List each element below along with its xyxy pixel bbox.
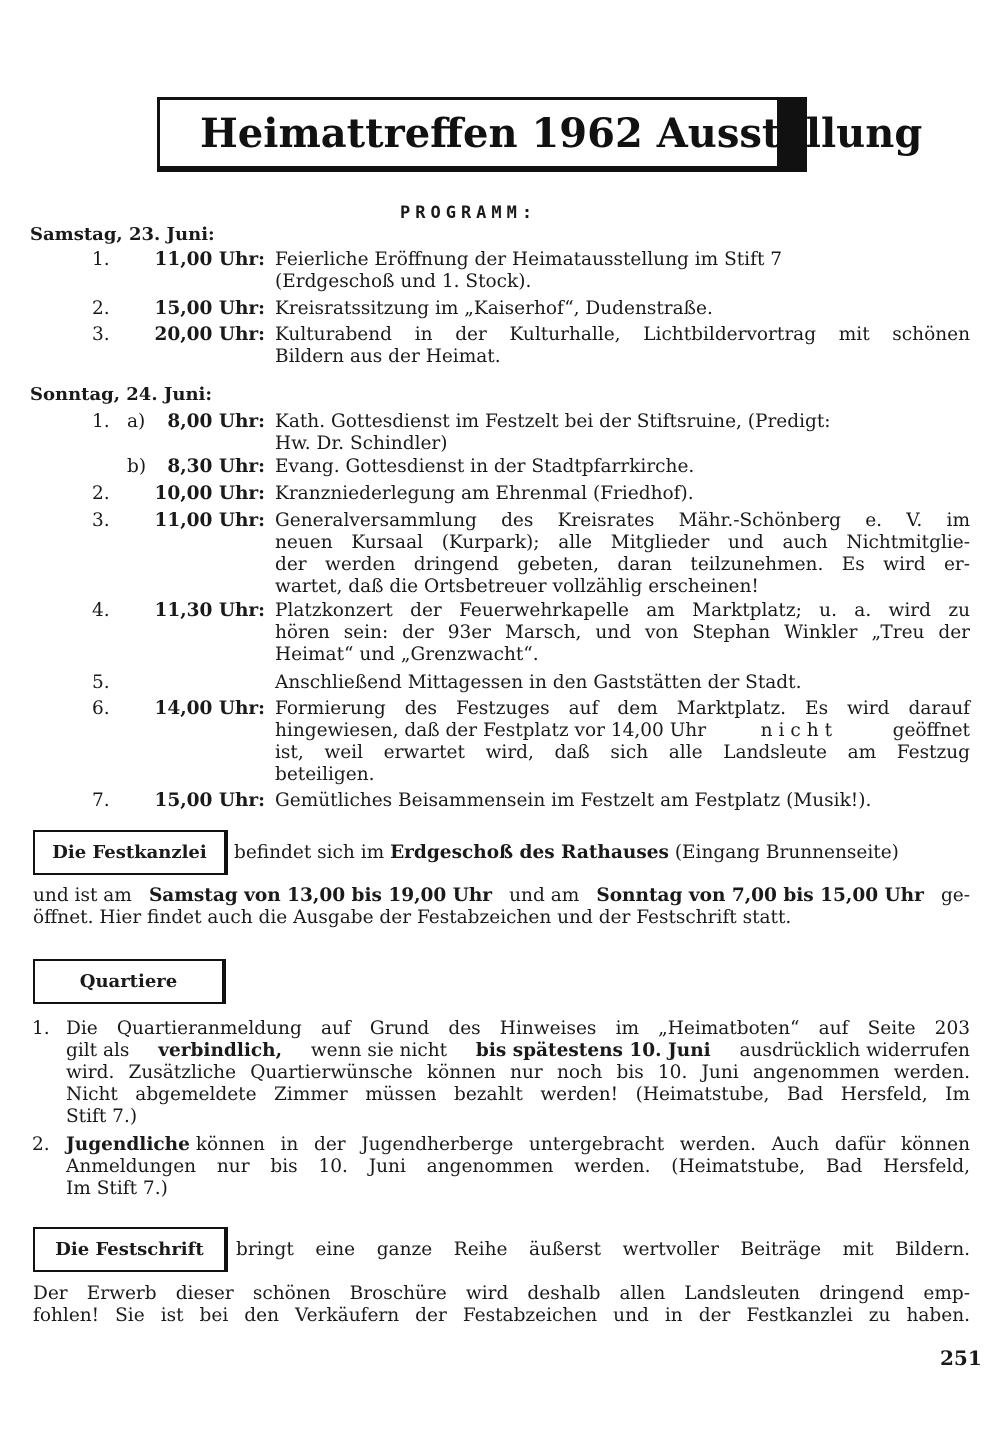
description-line: (Erdgeschoß und 1. Stock). — [275, 271, 532, 292]
item-time: 20,00 Uhr: — [154, 324, 265, 345]
item-description — [275, 600, 970, 666]
description-line: ist, weil erwartet wird, daß sich alle Landsleute am Festzug — [275, 742, 970, 763]
item-description: Kranzniederlegung am Ehrenmal (Friedhof). — [275, 483, 694, 504]
item-description — [275, 324, 970, 368]
title-box — [157, 97, 923, 172]
text: und am — [509, 885, 580, 906]
item-number: 3. — [92, 510, 110, 531]
item-description — [275, 698, 970, 786]
item-time: 15,00 Uhr: — [154, 298, 265, 319]
description-line: Formierung des Festzuges auf dem Marktplatz. Es wird darauf — [275, 698, 970, 719]
page-number: 251 — [940, 1346, 982, 1370]
paragraph-line — [66, 1040, 970, 1062]
description-line: Kulturabend in der Kulturhalle, Lichtbildervortrag mit schönen — [275, 324, 970, 345]
item-time: 8,30 Uhr: — [167, 456, 265, 477]
item-description — [275, 510, 970, 598]
item-number: 4. — [92, 600, 110, 621]
description-text: geöffnet — [892, 720, 970, 741]
item-number: 1. — [92, 249, 110, 270]
festkanzlei-paragraph — [33, 885, 970, 929]
text: (Eingang Brunnenseite) — [674, 842, 899, 863]
list-number: 1. — [32, 1018, 50, 1039]
bold-text: verbindlich, — [158, 1040, 283, 1061]
festschrift-line-1: bringt eine ganze Reihe äußerst wertvoller Beiträge mit Bildern. — [236, 1239, 970, 1260]
festkanzlei-line-1 — [234, 842, 970, 864]
item-description: Gemütliches Beisammensein im Festzelt am Festplatz (Musik!). — [275, 790, 872, 811]
description-line: Kath. Gottesdienst im Festzelt bei der Stiftsruine, (Predigt: — [275, 411, 831, 432]
text: wenn sie nicht — [310, 1040, 448, 1061]
quartiere-item-2 — [66, 1134, 970, 1200]
bold-text: Samstag von 13,00 bis 19,00 Uhr — [148, 885, 493, 906]
item-description — [275, 249, 970, 293]
text: befindet sich im — [234, 842, 385, 863]
item-time: 11,00 Uhr: — [154, 249, 265, 270]
description-line: Platzkonzert der Feuerwehrkapelle am Marktplatz; u. a. wird zu — [275, 600, 970, 621]
page-title: Heimattreffen 1962 Ausstellung — [200, 110, 923, 157]
festschrift-paragraph — [33, 1283, 970, 1327]
quartiere-label-box: Quartiere — [33, 959, 226, 1004]
item-number: 2. — [92, 298, 110, 319]
text: können in der Jugendherberge untergebracht werden. Auch dafür können — [195, 1134, 970, 1155]
text: gilt als — [66, 1040, 130, 1061]
item-subletter: b) — [127, 456, 147, 477]
item-time: 15,00 Uhr: — [154, 790, 265, 811]
list-number: 2. — [32, 1134, 50, 1155]
item-description: Anschließend Mittagessen in den Gaststätten der Stadt. — [275, 672, 802, 693]
item-time: 8,00 Uhr: — [167, 411, 265, 432]
item-time: 11,30 Uhr: — [154, 600, 265, 621]
bold-text: Sonntag von 7,00 bis 15,00 Uhr — [596, 885, 924, 906]
item-number: 6. — [92, 698, 110, 719]
paragraph-line: Im Stift 7.) — [66, 1178, 168, 1199]
paragraph-line: Nicht abgemeldete Zimmer müssen bezahlt werden! (Heimatstube, Bad Hersfeld, Im — [66, 1084, 970, 1105]
description-line: Feierliche Eröffnung der Heimatausstellung im Stift 7 — [275, 249, 783, 270]
festkanzlei-label-box: Die Festkanzlei — [33, 830, 228, 875]
description-line: Hw. Dr. Schindler) — [275, 433, 448, 454]
item-time: 14,00 Uhr: — [154, 698, 265, 719]
item-number: 2. — [92, 483, 110, 504]
paragraph-line: Anmeldungen nur bis 10. Juni angenommen werden. (Heimatstube, Bad Hersfeld, — [66, 1156, 970, 1177]
description-line: Bildern aus der Heimat. — [275, 346, 501, 367]
sunday-label: Sonntag, 24. Juni: — [30, 384, 213, 405]
program-heading: PROGRAMM: — [400, 203, 538, 223]
description-line: beteiligen. — [275, 764, 375, 785]
description-line: neuen Kursaal (Kurpark); alle Mitglieder und auch Nichtmitglie- — [275, 532, 970, 553]
quartiere-item-1 — [66, 1018, 970, 1128]
description-line — [275, 720, 970, 742]
paragraph-line — [33, 885, 970, 907]
item-number: 7. — [92, 790, 110, 811]
description-line: wartet, daß die Ortsbetreuer vollzählig erscheinen! — [275, 576, 759, 597]
festschrift-label-box: Die Festschrift — [33, 1227, 228, 1272]
description-line: der werden dringend gebeten, daran teilzunehmen. Es wird er- — [275, 554, 970, 575]
description-line: hören sein: der 93er Marsch, und von Stephan Winkler „Treu der — [275, 622, 970, 643]
paragraph-line: Die Quartieranmeldung auf Grund des Hinweises im „Heimatboten“ auf Seite 203 — [66, 1018, 970, 1039]
bold-text: Erdgeschoß des Rathauses — [390, 842, 669, 863]
item-description: Evang. Gottesdienst in der Stadtpfarrkirche. — [275, 456, 695, 477]
description-line: Generalversammlung des Kreisrates Mähr.-Schönberg e. V. im — [275, 510, 970, 531]
paragraph-line — [66, 1134, 970, 1156]
item-subletter: a) — [127, 411, 146, 432]
description-text: hingewiesen, daß der Festplatz vor 14,00 Uhr — [275, 720, 707, 741]
item-number: 1. — [92, 411, 110, 432]
paragraph-line: Stift 7.) — [66, 1106, 138, 1127]
text: ge- — [940, 885, 970, 906]
paragraph-line: Der Erwerb dieser schönen Broschüre wird deshalb allen Landsleuten dringend emp- — [33, 1283, 970, 1304]
item-time: 10,00 Uhr: — [154, 483, 265, 504]
item-description — [275, 411, 970, 455]
bold-text: bis spätestens 10. Juni — [475, 1040, 711, 1061]
item-description: Kreisratssitzung im „Kaiserhof“, Dudenstraße. — [275, 298, 713, 319]
paragraph-line: fohlen! Sie ist bei den Verkäufern der Festabzeichen und in der Festkanzlei zu haben. — [33, 1305, 970, 1326]
text: und ist am — [33, 885, 132, 906]
paragraph-line: wird. Zusätzliche Quartierwünsche können nur noch bis 10. Juni angenommen werden. — [66, 1062, 970, 1083]
item-number: 3. — [92, 324, 110, 345]
paragraph-line: öffnet. Hier findet auch die Ausgabe der Festabzeichen und der Festschrift statt. — [33, 907, 792, 928]
bold-text: Jugendliche — [66, 1134, 190, 1155]
item-number: 5. — [92, 672, 110, 693]
description-line: Heimat“ und „Grenzwacht“. — [275, 644, 539, 665]
saturday-label: Samstag, 23. Juni: — [30, 224, 215, 245]
emphasized-text: nicht — [760, 720, 839, 741]
item-time: 11,00 Uhr: — [154, 510, 265, 531]
text: ausdrücklich widerrufen — [739, 1040, 970, 1061]
